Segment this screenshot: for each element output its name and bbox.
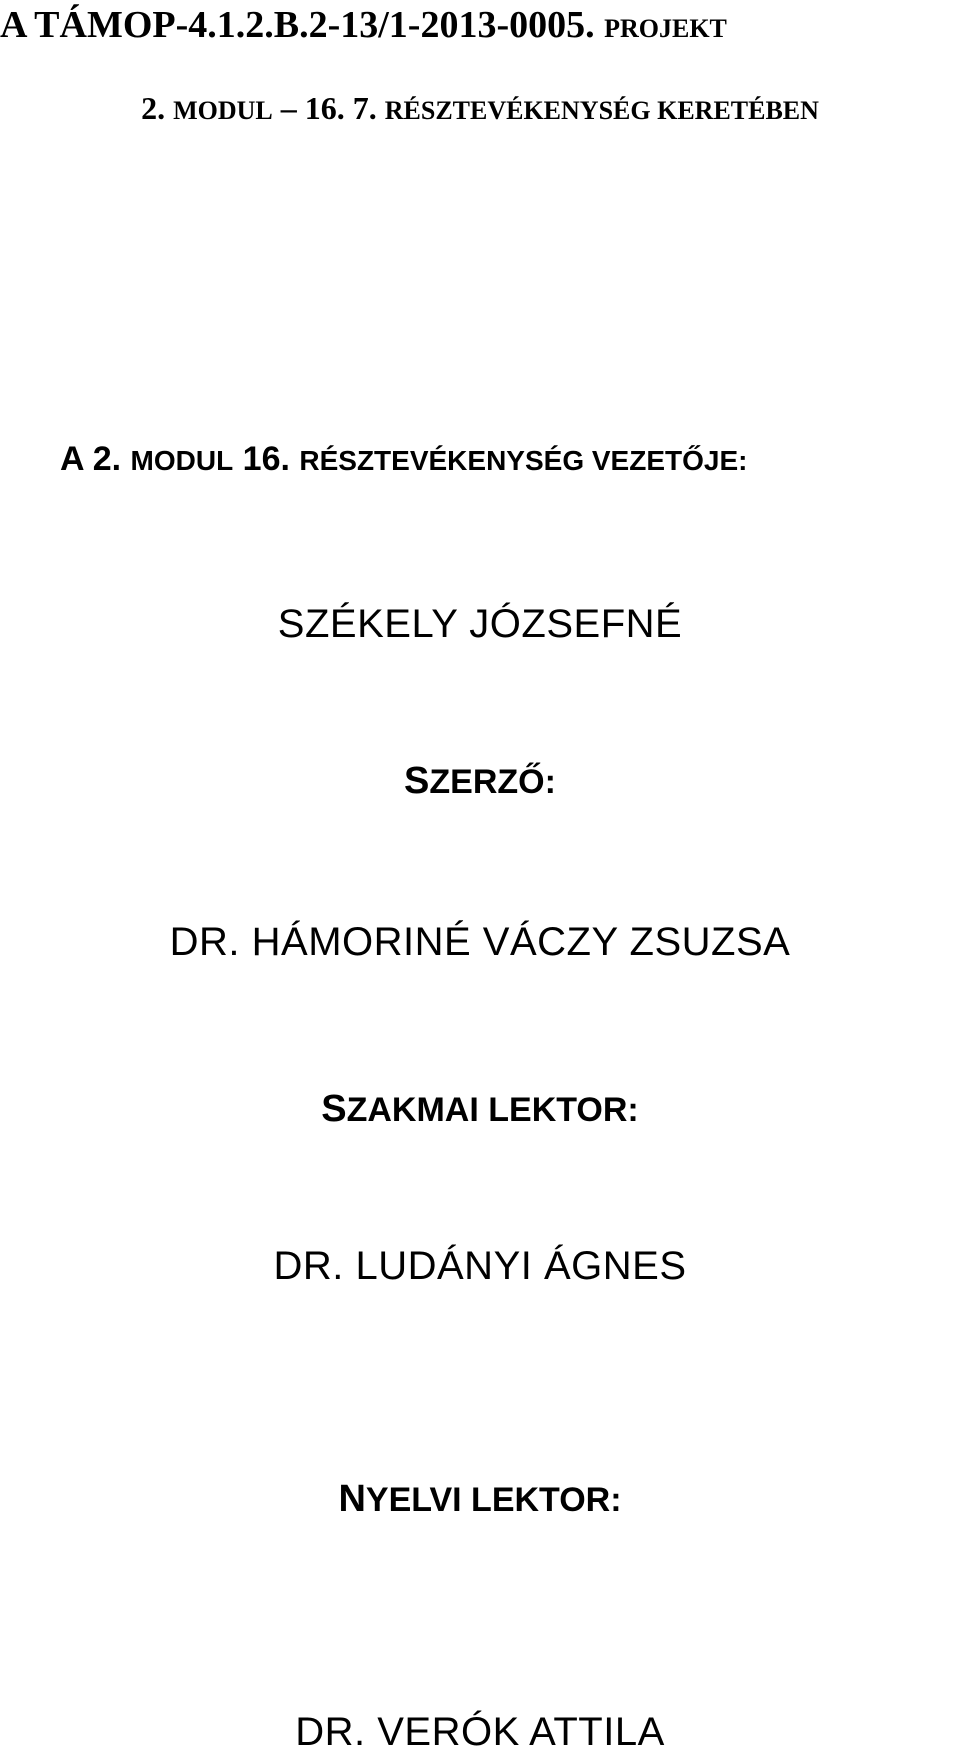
project-code: A TÁMOP-4.1.2.B.2-13/1-2013-0005. bbox=[0, 4, 595, 46]
module-activity: RÉSZTEVÉKENYSÉG KERETÉBEN bbox=[384, 96, 819, 125]
module-word: MODUL bbox=[173, 96, 273, 125]
author-label-initial: S bbox=[404, 760, 430, 802]
professional-reviewer-label bbox=[0, 1090, 960, 1128]
module-prefix: 2. bbox=[141, 90, 166, 126]
professional-reviewer-name: DR. LUDÁNYI ÁGNES bbox=[273, 1244, 687, 1288]
leader-name: SZÉKELY JÓZSEFNÉ bbox=[277, 602, 683, 646]
language-reviewer-name: DR. VERÓK ATTILA bbox=[295, 1710, 665, 1754]
language-reviewer-label-initial: N bbox=[338, 1478, 366, 1520]
author-label bbox=[0, 762, 960, 800]
project-word: PROJEKT bbox=[604, 14, 727, 43]
module-header bbox=[0, 92, 960, 124]
leader-title-prefix: A 2. bbox=[60, 440, 122, 478]
language-reviewer-label bbox=[0, 1480, 960, 1518]
leader-title-num: 16. bbox=[242, 440, 290, 478]
professional-reviewer-label-rest: ZAKMAI LEKTOR: bbox=[346, 1091, 639, 1129]
language-reviewer-label-rest: YELVI LEKTOR: bbox=[365, 1481, 622, 1519]
author-name: DR. HÁMORINÉ VÁCZY ZSUZSA bbox=[169, 920, 791, 964]
leader-title-rest: RÉSZTEVÉKENYSÉG VEZETŐJE: bbox=[299, 445, 748, 476]
leader-title bbox=[60, 442, 900, 476]
module-numbers: – 16. 7. bbox=[280, 90, 377, 126]
author-label-rest: ZERZŐ: bbox=[429, 763, 556, 801]
project-header bbox=[0, 6, 960, 44]
professional-reviewer-label-initial: S bbox=[321, 1088, 347, 1130]
leader-title-modul: MODUL bbox=[130, 445, 234, 476]
